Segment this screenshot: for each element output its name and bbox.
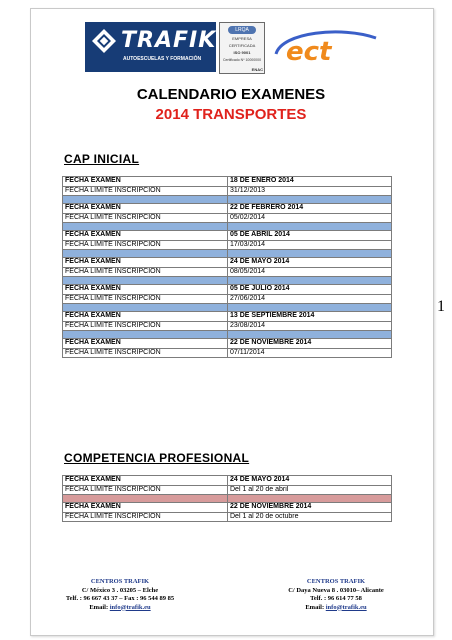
iso-certification-logo bbox=[219, 22, 265, 74]
limit-label-cell: FECHA LÍMITE INSCRIPCIÓN bbox=[63, 240, 228, 250]
limit-date-row bbox=[63, 294, 392, 304]
limit-label-cell: FECHA LÍMITE INSCRIPCIÓN bbox=[63, 267, 228, 277]
limit-date-row bbox=[63, 186, 392, 196]
footer-right bbox=[241, 578, 431, 612]
trafik-mark-icon bbox=[91, 28, 117, 54]
exam-date-row bbox=[63, 285, 392, 295]
separator-cell bbox=[63, 331, 228, 339]
limit-label-cell: FECHA LÍMITE INSCRIPCIÓN bbox=[63, 485, 228, 495]
cert-line-3: ISO 9001 bbox=[233, 50, 251, 55]
footer-left-email-link[interactable]: info@trafik.eu bbox=[109, 603, 151, 611]
exam-date-cell: 22 DE NOVIEMBRE 2014 bbox=[228, 339, 392, 349]
limit-label-cell: FECHA LÍMITE INSCRIPCIÓN bbox=[63, 512, 228, 522]
limit-date-cell: Del 1 al 20 de octubre bbox=[228, 512, 392, 522]
exam-date-row bbox=[63, 503, 392, 513]
limit-date-row bbox=[63, 512, 392, 522]
exam-label-cell: FECHA EXAMEN bbox=[63, 503, 228, 513]
exam-date-row bbox=[63, 177, 392, 187]
exam-date-row bbox=[63, 339, 392, 349]
ect-logo bbox=[272, 24, 380, 70]
exam-date-cell: 13 DE SEPTIEMBRE 2014 bbox=[228, 312, 392, 322]
limit-date-row bbox=[63, 240, 392, 250]
cert-line-2: CERTIFICADA bbox=[228, 43, 256, 48]
exam-date-row bbox=[63, 204, 392, 214]
section-title-cap-inicial: CAP INICIAL bbox=[64, 152, 140, 166]
footer-right-phone: Telf. : 96 614 77 58 bbox=[310, 595, 362, 602]
exam-date-cell: 24 DE MAYO 2014 bbox=[228, 476, 392, 486]
exam-date-cell: 05 DE JULIO 2014 bbox=[228, 285, 392, 295]
limit-label-cell: FECHA LÍMITE INSCRIPCIÓN bbox=[63, 348, 228, 358]
page-subtitle: 2014 TRANSPORTES bbox=[155, 106, 307, 123]
exam-date-cell: 18 DE ENERO 2014 bbox=[228, 177, 392, 187]
limit-label-cell: FECHA LÍMITE INSCRIPCIÓN bbox=[63, 321, 228, 331]
limit-label-cell: FECHA LÍMITE INSCRIPCIÓN bbox=[63, 213, 228, 223]
footer-right-address: C/ Daya Nueva 8 . 03010– Alicante bbox=[288, 586, 384, 594]
exam-date-row bbox=[63, 258, 392, 268]
limit-date-cell: 05/02/2014 bbox=[228, 213, 392, 223]
limit-date-cell: 08/05/2014 bbox=[228, 267, 392, 277]
separator-row bbox=[63, 196, 392, 204]
separator-row bbox=[63, 277, 392, 285]
separator-row bbox=[63, 304, 392, 312]
section-title-competencia-profesional: COMPETENCIA PROFESIONAL bbox=[64, 451, 250, 465]
separator-cell bbox=[63, 250, 228, 258]
separator-cell bbox=[63, 495, 228, 503]
trafik-logo-subtitle: AUTOESCUELAS Y FORMACIÓN bbox=[123, 56, 202, 62]
exam-label-cell: FECHA EXAMEN bbox=[63, 285, 228, 295]
separator-cell bbox=[228, 304, 392, 312]
separator-row bbox=[63, 250, 392, 258]
footer-left-phone: Telf. : 96 667 43 37 – Fax : 96 544 89 85 bbox=[65, 595, 175, 602]
exam-label-cell: FECHA EXAMEN bbox=[63, 339, 228, 349]
limit-date-cell: 07/11/2014 bbox=[228, 348, 392, 358]
limit-date-row bbox=[63, 267, 392, 277]
separator-cell bbox=[228, 331, 392, 339]
cert-enac: ENAC bbox=[251, 67, 263, 72]
limit-date-row bbox=[63, 348, 392, 358]
footer-left bbox=[25, 578, 215, 612]
exam-label-cell: FECHA EXAMEN bbox=[63, 177, 228, 187]
footer-left-email-label: Email: bbox=[89, 603, 109, 611]
separator-cell bbox=[228, 250, 392, 258]
exam-label-cell: FECHA EXAMEN bbox=[63, 204, 228, 214]
limit-label-cell: FECHA LÍMITE INSCRIPCIÓN bbox=[63, 294, 228, 304]
cert-line-1: EMPRESA bbox=[232, 36, 252, 41]
separator-cell bbox=[228, 223, 392, 231]
limit-label-cell: FECHA LÍMITE INSCRIPCIÓN bbox=[63, 186, 228, 196]
footer-left-title: CENTROS TRAFIK bbox=[90, 578, 150, 585]
page-title: CALENDARIO EXAMENES bbox=[136, 86, 326, 103]
trafik-logo-name: TRAFIK bbox=[121, 28, 217, 53]
exam-label-cell: FECHA EXAMEN bbox=[63, 312, 228, 322]
limit-date-cell: 31/12/2013 bbox=[228, 186, 392, 196]
competencia-table bbox=[62, 475, 392, 522]
ect-logo-text: ect bbox=[286, 37, 332, 67]
footer-left-address: C/ México 3 . 03205 – Elche bbox=[81, 586, 159, 594]
exam-label-cell: FECHA EXAMEN bbox=[63, 476, 228, 486]
separator-cell bbox=[63, 223, 228, 231]
exam-date-cell: 05 DE ABRIL 2014 bbox=[228, 231, 392, 241]
footer-right-title: CENTROS TRAFIK bbox=[306, 578, 366, 585]
limit-date-cell: Del 1 al 20 de abril bbox=[228, 485, 392, 495]
separator-cell bbox=[228, 277, 392, 285]
limit-date-row bbox=[63, 213, 392, 223]
cert-top-label: LRQA bbox=[228, 26, 256, 34]
exam-label-cell: FECHA EXAMEN bbox=[63, 231, 228, 241]
exam-label-cell: FECHA EXAMEN bbox=[63, 258, 228, 268]
trafik-logo bbox=[85, 22, 216, 72]
exam-date-row bbox=[63, 476, 392, 486]
cap-inicial-table bbox=[62, 176, 392, 358]
page-number: 1 bbox=[437, 298, 445, 315]
separator-row bbox=[63, 495, 392, 503]
separator-cell bbox=[63, 196, 228, 204]
separator-row bbox=[63, 223, 392, 231]
limit-date-cell: 27/06/2014 bbox=[228, 294, 392, 304]
exam-date-row bbox=[63, 231, 392, 241]
separator-cell bbox=[63, 277, 228, 285]
cert-code: Certificado Nº 10000000 bbox=[222, 58, 262, 62]
separator-cell bbox=[63, 304, 228, 312]
separator-row bbox=[63, 331, 392, 339]
limit-date-row bbox=[63, 485, 392, 495]
separator-cell bbox=[228, 495, 392, 503]
limit-date-row bbox=[63, 321, 392, 331]
exam-date-row bbox=[63, 312, 392, 322]
footer-right-email-label: Email: bbox=[305, 603, 325, 611]
limit-date-cell: 17/03/2014 bbox=[228, 240, 392, 250]
separator-cell bbox=[228, 196, 392, 204]
exam-date-cell: 24 DE MAYO 2014 bbox=[228, 258, 392, 268]
limit-date-cell: 23/08/2014 bbox=[228, 321, 392, 331]
footer-right-email-link[interactable]: info@trafik.eu bbox=[325, 603, 367, 611]
exam-date-cell: 22 DE NOVIEMBRE 2014 bbox=[228, 503, 392, 513]
exam-date-cell: 22 DE FEBRERO 2014 bbox=[228, 204, 392, 214]
